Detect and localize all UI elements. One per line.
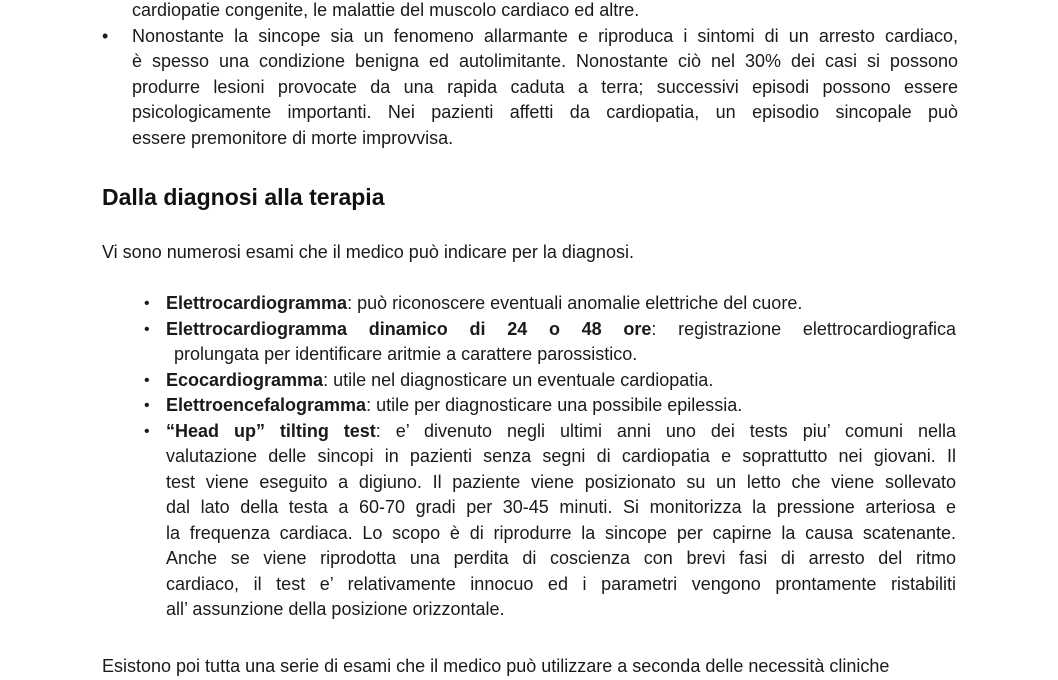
exam-description: cardiaco, il test e’ relativamente innocuo ed i parametri vengono prontamente ristabiliti xyxy=(166,573,956,594)
section-heading: Dalla diagnosi alla terapia xyxy=(102,184,385,210)
text-line: produrre lesioni provocate da una rapida caduta a terra; successivi episodi possono essere xyxy=(132,76,958,97)
exam-description: : registrazione elettrocardiografica xyxy=(651,318,956,339)
bullet-icon: • xyxy=(144,371,150,389)
bullet-icon: • xyxy=(144,422,150,440)
text-line: essere premonitore di morte improvvisa. xyxy=(132,127,454,148)
exam-term: “Head up” tilting test xyxy=(166,420,376,441)
exam-term: Elettrocardiogramma xyxy=(166,293,348,313)
exam-description: : e’ divenuto negli ultimi anni uno dei tests piu’ comuni nella xyxy=(375,420,956,441)
list-item xyxy=(144,419,956,623)
exam-description: : può riconoscere eventuali anomalie elettriche del cuore. xyxy=(347,293,803,313)
list-item xyxy=(102,0,958,24)
outro-paragraph: Esistono poi tutta una serie di esami che il medico può utilizzare a seconda delle necessità cliniche xyxy=(102,656,890,676)
bullet-icon: • xyxy=(102,25,109,46)
bullet-icon: • xyxy=(144,295,150,312)
exam-term: Elettroencefalogramma xyxy=(166,395,367,415)
list-item xyxy=(144,291,956,317)
exam-list xyxy=(144,291,956,623)
exam-description: : utile per diagnosticare una possibile epilessia. xyxy=(366,395,743,415)
text-line: cardiopatie congenite, le malattie del muscolo cardiaco ed altre. xyxy=(132,0,640,20)
text-line: psicologicamente importanti. Nei pazienti affetti da cardiopatia, un episodio sincopale può xyxy=(132,102,958,122)
exam-description: Anche se viene riprodotta una perdita di coscienza con brevi fasi di arresto del ritmo xyxy=(166,548,956,568)
text-line: Nonostante la sincope sia un fenomeno allarmante e riproduca i sintomi di un arresto cardiaco, xyxy=(132,25,958,46)
exam-term: Ecocardiogramma xyxy=(166,369,324,390)
text-line: è spesso una condizione benigna ed autolimitante. Nonostante ciò nel 30% dei casi si possono xyxy=(132,51,958,71)
exam-term: Elettrocardiogramma dinamico di 24 o 48 ore xyxy=(166,318,652,339)
list-item xyxy=(102,24,958,152)
exam-description: : utile nel diagnosticare un eventuale cardiopatia. xyxy=(323,369,714,390)
exam-description: la frequenza cardiaca. Lo scopo è di riprodurre la sincope per capirne la causa scatenante. xyxy=(166,522,956,543)
exam-description: dal lato della testa a 60-70 gradi per 30-45 minuti. Si monitorizza la pressione arteriosa e xyxy=(166,497,956,517)
intro-paragraph: Vi sono numerosi esami che il medico può indicare per la diagnosi. xyxy=(102,242,634,262)
exam-description: test viene eseguito a digiuno. Il paziente viene posizionato su un letto che viene sollevato xyxy=(166,471,956,492)
bullet-icon: • xyxy=(144,397,150,414)
exam-description: valutazione delle sincopi in pazienti senza segni di cardiopatia e soprattutto nei giovani. Il xyxy=(166,446,956,466)
list-item xyxy=(144,368,956,394)
list-item xyxy=(144,393,956,419)
exam-description: prolungata per identificare aritmie a carattere parossistico. xyxy=(174,344,638,364)
bullet-icon: • xyxy=(144,320,150,338)
top-bullet-list xyxy=(102,0,958,151)
list-item xyxy=(144,317,956,368)
exam-description: all’ assunzione della posizione orizzontale. xyxy=(166,599,505,619)
